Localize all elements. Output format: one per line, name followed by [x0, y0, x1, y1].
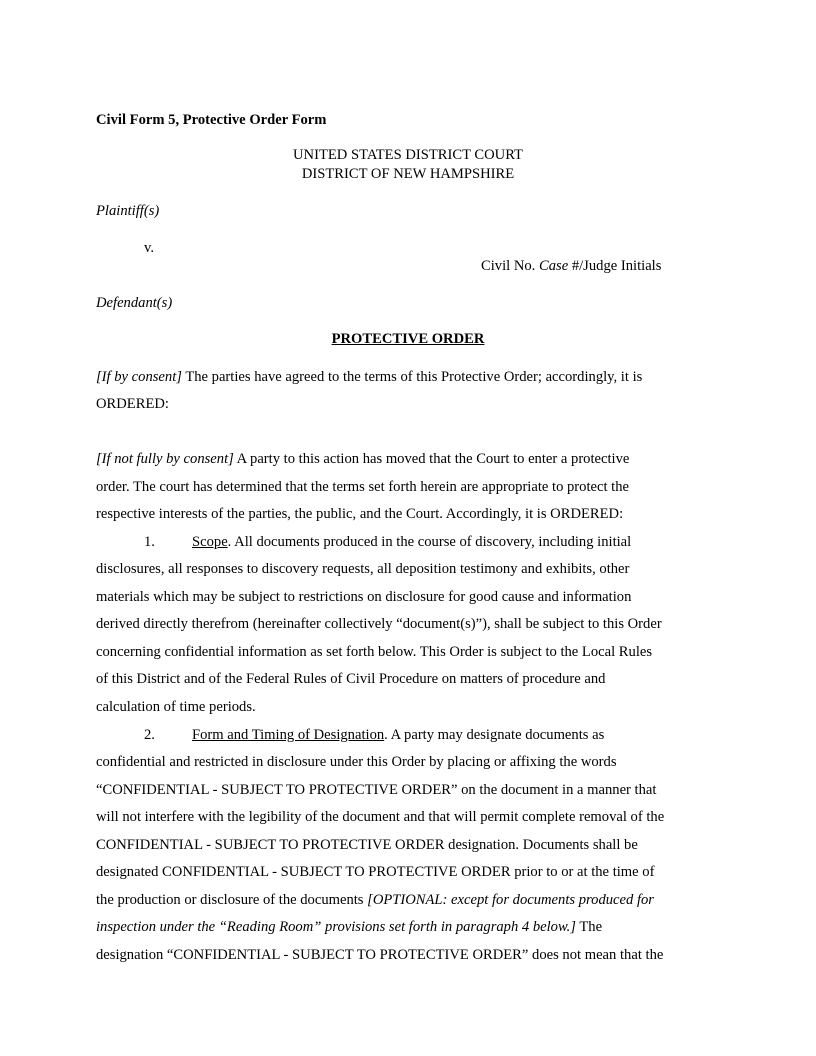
civil-no-suffix: #/Judge Initials [568, 258, 662, 274]
paragraph-2-line-5: CONFIDENTIAL - SUBJECT TO PROTECTIVE ORDER designation. Documents shall be [96, 837, 638, 853]
not-consent-text-1: A party to this action has moved that the Court to enter a protective [233, 451, 630, 467]
plaintiff-label: Plaintiff(s) [96, 203, 160, 219]
order-title: PROTECTIVE ORDER [331, 331, 485, 347]
paragraph-1-number: 1. [144, 534, 155, 550]
not-consent-lead: [If not fully by consent] [96, 451, 234, 467]
versus-label: v. [144, 240, 154, 256]
paragraph-2-line-8 [96, 918, 602, 936]
paragraph-2-line-6: designated CONFIDENTIAL - SUBJECT TO PROTECTIVE ORDER prior to or at the time of [96, 864, 655, 880]
document-page [96, 0, 720, 1056]
paragraph-2-text-1: . A party may designate documents as [384, 727, 605, 743]
consent-line-2: ORDERED: [96, 396, 169, 412]
paragraph-2-line-1 [192, 726, 604, 744]
paragraph-2-line-9: designation “CONFIDENTIAL - SUBJECT TO PROTECTIVE ORDER” does not mean that the [96, 947, 664, 963]
paragraph-1-line-4: derived directly therefrom (hereinafter collectively “document(s)”), shall be subject to this Order [96, 616, 662, 632]
civil-number [481, 257, 661, 275]
paragraph-1-line-7: calculation of time periods. [96, 699, 256, 715]
paragraph-1-line-5: concerning confidential information as set forth below. This Order is subject to the Local Rules [96, 644, 653, 660]
paragraph-2-text-7: the production or disclosure of the documents [96, 892, 368, 908]
defendant-label: Defendant(s) [96, 295, 173, 311]
not-consent-line-2: order. The court has determined that the terms set forth herein are appropriate to protect the [96, 479, 630, 495]
paragraph-2-line-3: “CONFIDENTIAL - SUBJECT TO PROTECTIVE ORDER” on the document in a manner that [96, 782, 657, 798]
paragraph-2-number: 2. [144, 727, 155, 743]
paragraph-1-line-1 [192, 533, 631, 551]
paragraph-1-heading: Scope [192, 534, 228, 550]
paragraph-2-line-2: confidential and restricted in disclosure under this Order by placing or affixing the words [96, 754, 617, 770]
paragraph-1-line-3: materials which may be subject to restrictions on disclosure for good cause and information [96, 589, 632, 605]
court-district: DISTRICT OF NEW HAMPSHIRE [301, 166, 515, 182]
paragraph-2-text-8: The [575, 919, 603, 935]
paragraph-2-line-4: will not interfere with the legibility of the document and that will permit complete removal of the [96, 809, 665, 825]
paragraph-2-heading: Form and Timing of Designation [192, 727, 385, 743]
consent-line-1 [96, 368, 642, 386]
form-title: Civil Form 5, Protective Order Form [96, 112, 327, 128]
consent-text-1: The parties have agreed to the terms of this Protective Order; accordingly, it is [181, 369, 643, 385]
not-consent-line-1 [96, 450, 629, 468]
paragraph-2-optional-2: inspection under the “Reading Room” provisions set forth in paragraph 4 below.] [96, 919, 576, 935]
paragraph-2-optional-1: [OPTIONAL: except for documents produced for [367, 892, 654, 908]
not-consent-line-3: respective interests of the parties, the public, and the Court. Accordingly, it is ORDERED: [96, 506, 624, 522]
paragraph-1-text-1: . All documents produced in the course of discovery, including initial [227, 534, 632, 550]
court-name: UNITED STATES DISTRICT COURT [293, 147, 523, 163]
paragraph-1-line-6: of this District and of the Federal Rules of Civil Procedure on matters of procedure and [96, 671, 606, 687]
case-placeholder: Case [538, 258, 569, 274]
paragraph-1-line-2: disclosures, all responses to discovery requests, all deposition testimony and exhibits, other [96, 561, 630, 577]
consent-lead: [If by consent] [96, 369, 182, 385]
paragraph-2-line-7 [96, 891, 654, 909]
civil-no-prefix: Civil No. [481, 258, 539, 274]
